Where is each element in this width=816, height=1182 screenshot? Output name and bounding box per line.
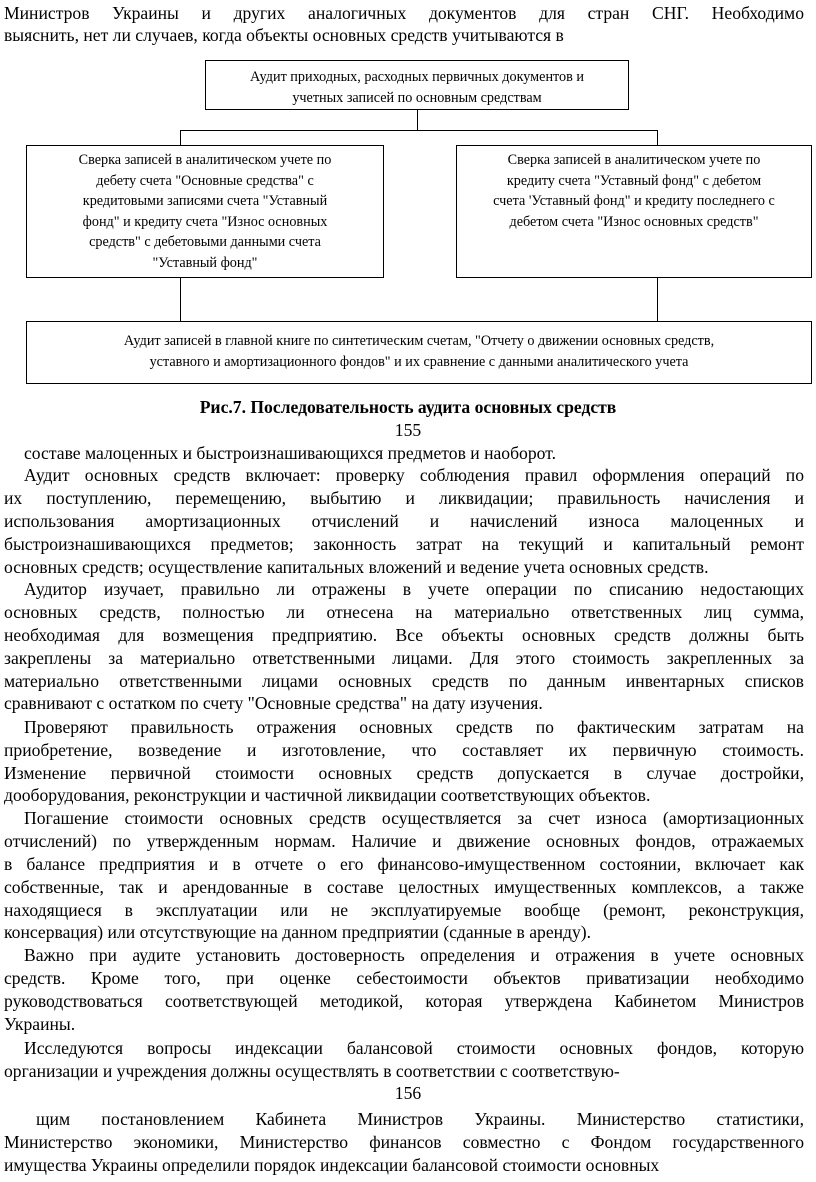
box-line: учетных записей по основным средствам [292, 89, 542, 106]
connector [180, 130, 181, 145]
text-line: консервация) или отсутствующие на данном предприятии (сданные в аренду). [4, 922, 592, 942]
connector [657, 278, 658, 321]
text-line: Проверяют правильность отражения основных средств по фактическим затратам на [24, 717, 804, 737]
box-line: кредитовыми записями счета "Уставный [82, 193, 328, 209]
text-line: организации и учреждения должны осуществлять в соответствии с соответствую- [4, 1061, 620, 1081]
text-line: Аудит основных средств включает: проверку соблюдения правил оформления операций по [24, 465, 804, 485]
text-line: Аудитор изучает, правильно ли отражены в учете операции по списанию недостающих [24, 579, 804, 599]
text-line: составе малоценных и быстроизнашивающихся предметов и наоборот. [24, 443, 556, 463]
text-line: щим постановлением Кабинета Министров Украины. Министерство статистики, [36, 1109, 804, 1129]
text-line: быстроизнашивающихся предметов; законность затрат на текущий и капитальный ремонт [4, 534, 804, 554]
text-line: имущества Украины определили порядок индексации балансовой стоимости основных [4, 1155, 660, 1175]
connector [180, 130, 658, 131]
text-line: отчислений) по утвержденным нормам. Наличие и движение основных фондов, отражаемых [4, 831, 804, 851]
text-line: Министров Украины и других аналогичных документов для стран СНГ. Необходимо [4, 3, 804, 23]
figure-caption: Рис.7. Последовательность аудита основных средств [199, 397, 617, 417]
box-line: "Уставный фонд" [152, 254, 258, 271]
text-line: их поступлению, перемещению, выбытию и ликвидации; правильность начисления и [4, 488, 804, 508]
diagram-bottom-box [26, 321, 812, 384]
text-line: Исследуются вопросы индексации балансовой стоимости основных фондов, которую [24, 1038, 804, 1058]
connector [657, 130, 658, 145]
box-line: дебетом счета "Износ основных средств" [509, 213, 759, 230]
box-line: Сверка записей в аналитическом учете по [507, 152, 761, 168]
text-line: Погашение стоимости основных средств осуществляется за счет износа (амортизационных [24, 808, 804, 828]
text-line: сравнивают с остатком по счету "Основные средства" на дату изучения. [4, 693, 543, 713]
text-line: Важно при аудите установить достоверность определения и отражения в учете основных [24, 945, 804, 965]
page-number: 156 [394, 1083, 422, 1103]
text-line: находящиеся в эксплуатации или не эксплуатируемые вообще (ремонт, реконструкция, [4, 900, 804, 920]
text-line: материально ответственными лицами основных средств по данным инвентарных списков [4, 671, 804, 691]
text-line: Украины. [4, 1014, 76, 1034]
text-line: руководствоваться соответствующей методикой, которая утверждена Кабинетом Министров [4, 991, 804, 1011]
connector [180, 278, 181, 321]
text-line: выяснить, нет ли случаев, когда объекты основных средств учитываются в [4, 25, 564, 45]
box-line: Сверка записей в аналитическом учете по [78, 152, 332, 168]
box-line: средств" с дебетовыми данными счета [89, 234, 321, 250]
text-line: основных средств, полностью ли отнесена на материально ответственных лиц сумма, [4, 602, 804, 622]
text-line: закреплены за материально ответственными лицами. Для этого стоимость закрепленных за [4, 648, 804, 668]
text-line: собственные, так и арендованные в составе целостных имущественных комплексов, а также [4, 877, 804, 897]
text-line: необходимая для возмещения предприятию. Все объекты основных средств должны быть [4, 625, 804, 645]
text-line: использования амортизационных отчислений и начислений износа малоценных и [4, 511, 804, 531]
page-number: 155 [394, 420, 422, 440]
box-line: Аудит записей в главной книге по синтетическим счетам, "Отчету о движении основных средств, [123, 333, 715, 349]
connector [417, 110, 418, 130]
text-line: основных средств; осуществление капитальных вложений и ведение учета основных средств. [4, 557, 709, 577]
text-line: приобретение, возведение и изготовление, что составляет их первичную стоимость. [4, 740, 804, 760]
text-line: средств. Кроме того, при оценке себестоимости объектов приватизации необходимо [4, 968, 804, 988]
text-line: в балансе предприятия и в отчете о его финансово-имущественном состоянии, включает как [4, 854, 804, 874]
text-line: Министерство экономики, Министерство финансов совместно с Фондом государственного [4, 1132, 804, 1152]
box-line: счета 'Уставный фонд" и кредиту последнего с [493, 193, 775, 209]
text-line: дооборудования, реконструкции и частичной ликвидации соответствующих объектов. [4, 785, 651, 805]
text-line: Изменение первичной стоимости основных средств допускается в случае достройки, [4, 763, 804, 783]
diagram-left-box [26, 145, 384, 278]
box-line: Аудит приходных, расходных первичных документов и [250, 69, 584, 85]
diagram-right-box [456, 145, 812, 278]
diagram-top-box [205, 60, 629, 110]
box-line: дебету счета "Основные средства" с [96, 172, 314, 189]
box-line: фонд" и кредиту счета "Износ основных [82, 213, 328, 230]
box-line: кредиту счета "Уставный фонд" с дебетом [506, 172, 762, 189]
box-line: уставного и амортизационного фондов" и их сравнение с данными аналитического учета [149, 353, 689, 370]
